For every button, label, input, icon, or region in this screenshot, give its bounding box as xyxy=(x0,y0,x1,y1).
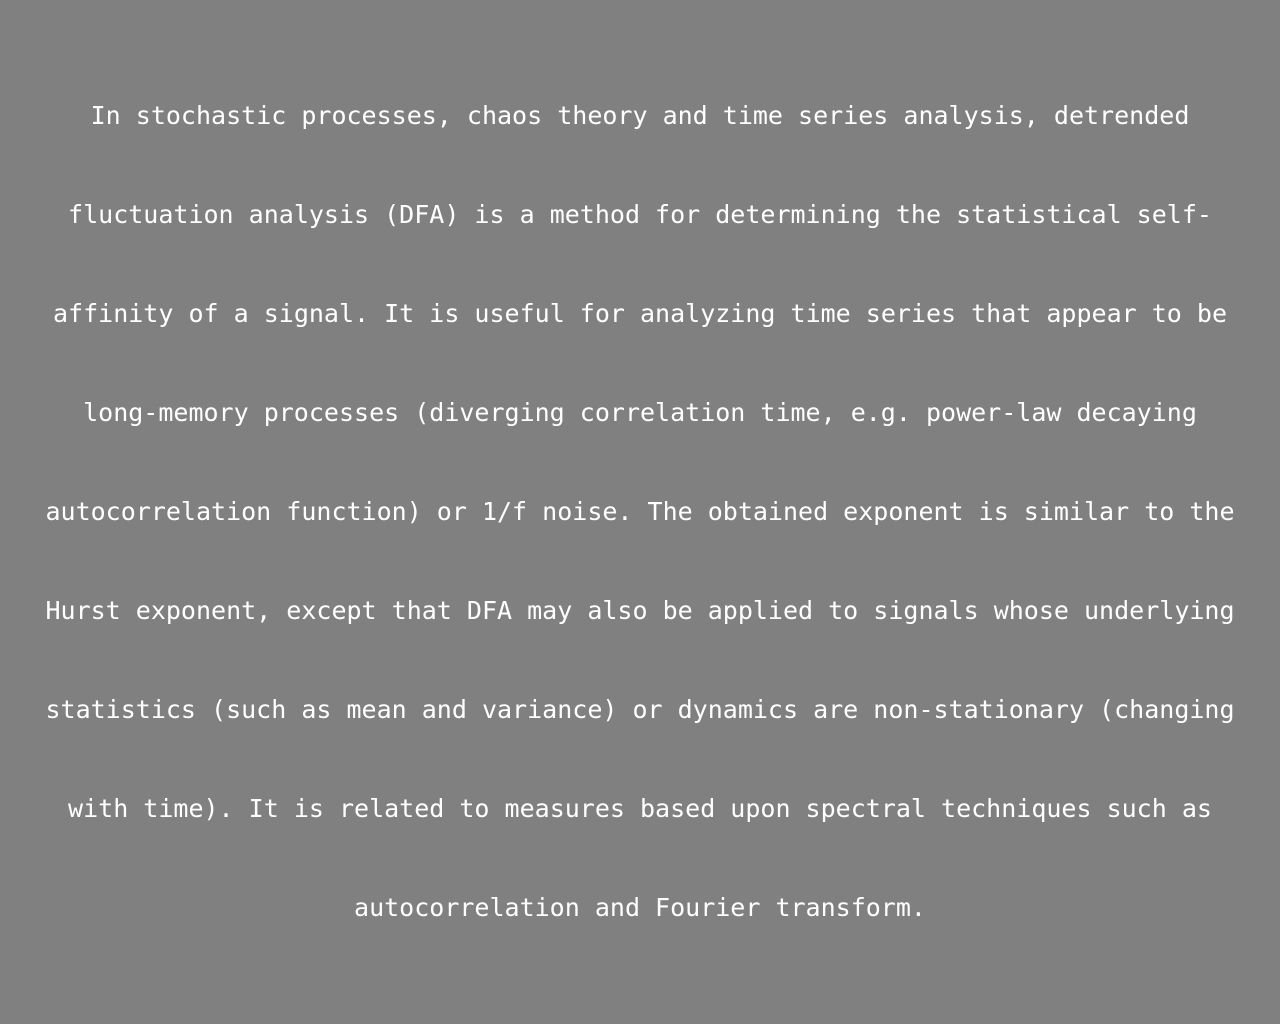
text-block xyxy=(0,66,1280,957)
text-line-8: with time). It is related to measures based upon spectral techniques such as xyxy=(68,794,1212,823)
text-line-2: fluctuation analysis (DFA) is a method for determining the statistical self- xyxy=(68,200,1212,229)
text-line-3: affinity of a signal. It is useful for analyzing time series that appear to be xyxy=(53,299,1227,328)
text-line-6: Hurst exponent, except that DFA may also be applied to signals whose underlying xyxy=(45,596,1235,625)
text-line-1: In stochastic processes, chaos theory and time series analysis, detrended xyxy=(90,101,1190,130)
text-line-4: long-memory processes (diverging correlation time, e.g. power-law decaying xyxy=(83,398,1197,427)
text-line-7: statistics (such as mean and variance) or dynamics are non-stationary (changing xyxy=(45,695,1235,724)
text-line-5: autocorrelation function) or 1/f noise. The obtained exponent is similar to the xyxy=(45,497,1235,526)
text-line-9: autocorrelation and Fourier transform. xyxy=(354,893,926,922)
